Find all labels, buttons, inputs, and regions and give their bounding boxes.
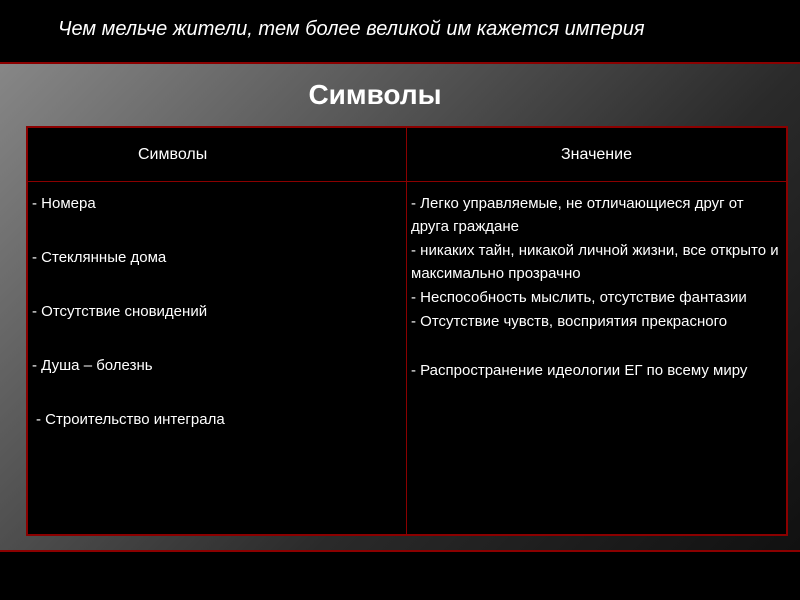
list-item xyxy=(407,310,786,333)
symbol-text: - Отсутствие сновидений xyxy=(32,303,208,320)
list-item xyxy=(28,408,406,462)
symbol-text: - Душа – болезнь xyxy=(32,357,153,374)
list-item xyxy=(28,354,406,408)
header-meaning: Значение xyxy=(407,128,787,182)
list-item xyxy=(407,286,786,309)
meanings-column xyxy=(407,182,787,535)
header-symbols: Символы xyxy=(28,128,407,182)
list-item xyxy=(28,300,406,354)
meaning-text: - Распространение идеологии ЕГ по всему миру xyxy=(411,362,748,379)
list-item xyxy=(407,192,786,238)
table-body-row xyxy=(28,182,787,535)
symbol-text: - Номера xyxy=(32,195,96,212)
meaning-text: - Легко управляемые, не отличающиеся друг от друга граждане xyxy=(411,195,744,235)
symbols-column xyxy=(28,182,407,535)
meaning-text: - никаких тайн, никакой личной жизни, все открыто и максимально прозрачно xyxy=(411,242,779,282)
slide-title: Символы xyxy=(308,79,442,110)
symbols-table xyxy=(26,126,788,536)
list-item xyxy=(28,246,406,300)
meaning-text: - Неспособность мыслить, отсутствие фантазии xyxy=(411,289,747,306)
epigraph-quote: Чем мельче жители, тем более великой им кажется империя xyxy=(58,18,645,40)
list-item xyxy=(407,359,786,382)
list-item xyxy=(407,239,786,285)
symbol-text: - Стеклянные дома xyxy=(32,249,167,266)
symbol-text: - Строительство интеграла xyxy=(36,411,225,428)
meaning-text: - Отсутствие чувств, восприятия прекрасного xyxy=(411,313,728,330)
bottom-banner xyxy=(0,550,800,600)
table-header-row xyxy=(28,128,787,182)
list-item xyxy=(28,192,406,246)
top-banner xyxy=(0,0,800,63)
